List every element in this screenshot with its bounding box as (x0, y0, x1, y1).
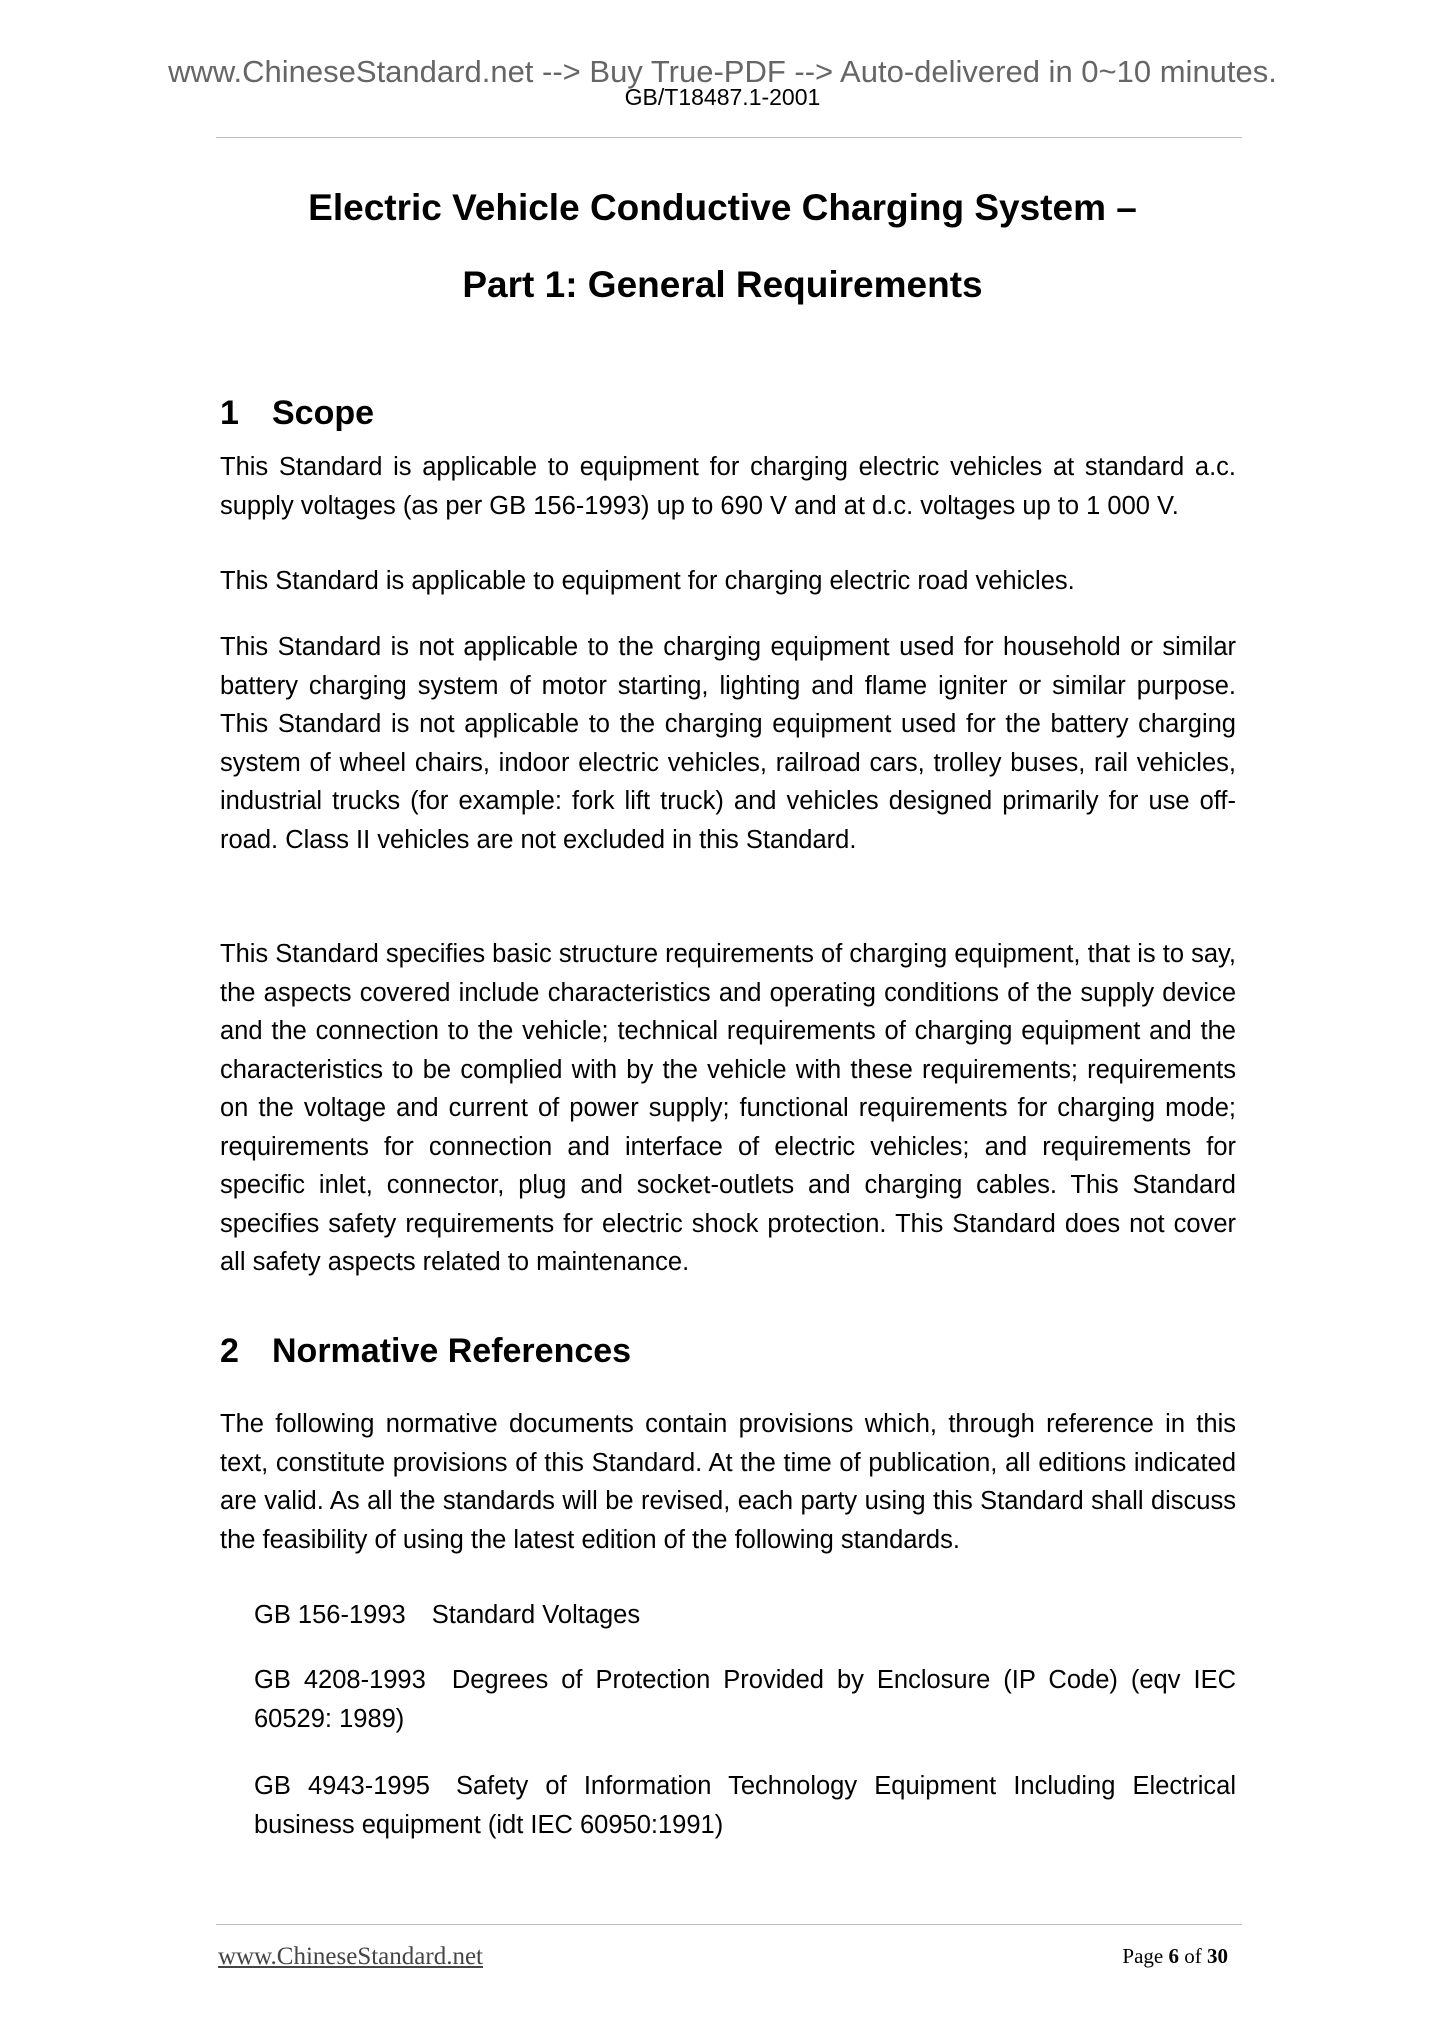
reference-title: Safety of Information Technology Equipment Including Electrical business equipment (idt IEC 60950:1991) (254, 1772, 1236, 1839)
scope-paragraph-1: This Standard is applicable to equipment for charging electric vehicles at standard a.c. supply voltages (as per GB 156-1993) up to 690 V and at d.c. voltages up to 1 000 V. (220, 453, 1236, 520)
page-label: Page (1122, 1944, 1164, 1968)
page-number (1122, 1946, 1228, 1967)
section-title: Normative References (272, 1332, 632, 1370)
scope-paragraph-4: This Standard specifies basic structure requirements of charging equipment, that is to say, the aspects covered include characteristics and operating conditions of the supply device and the connection to the vehicle; technical requirements of charging equipment and the characteristics to be complied with by the vehicle with these requirements; requirements on the voltage and current of power supply; functional requirements for charging mode; requirements for connection and interface of electric vehicles; and requirements for specific inlet, connector, plug and socket-outlets and charging cables. This Standard specifies safety requirements for electric shock protection. This Standard does not cover all safety aspects related to maintenance. (220, 940, 1236, 1276)
footer-divider (216, 1924, 1242, 1925)
reference-title: Degrees of Protection Provided by Enclosure (IP Code) (eqv IEC 60529: 1989) (254, 1666, 1237, 1733)
reference-item (254, 1661, 1236, 1738)
reference-code: GB 4943-1995 (254, 1772, 430, 1800)
section-title: Scope (272, 394, 375, 432)
section-heading-scope (220, 396, 374, 430)
document-title-line1: Electric Vehicle Conductive Charging System – (308, 187, 1137, 228)
page-of: of (1184, 1944, 1202, 1968)
promo-banner[interactable]: www.ChineseStandard.net --> Buy True-PDF --> Auto-delivered in 0~10 minutes. (168, 54, 1277, 89)
references-intro-paragraph: The following normative documents contain provisions which, through reference in this text, constitute provisions of this Standard. At the time of publication, all editions indicated are valid. As all the standards will be revised, each party using this Standard shall discuss the feasibility of using the latest edition of the following standards. (220, 1410, 1236, 1554)
reference-item (254, 1596, 1236, 1635)
section-number: 1 (220, 394, 239, 432)
scope-paragraph-3: This Standard is not applicable to the charging equipment used for household or similar battery charging system of motor starting, lighting and flame igniter or similar purpose. This Standard is not applicable to the charging equipment used for the battery charging system of wheel chairs, indoor electric vehicles, railroad cars, trolley buses, rail vehicles, industrial trucks (for example: fork lift truck) and vehicles designed primarily for use off-road. Class II vehicles are not excluded in this Standard. (220, 633, 1236, 854)
page-current: 6 (1168, 1944, 1179, 1968)
reference-item (254, 1767, 1236, 1844)
reference-code: GB 156-1993 (254, 1601, 406, 1629)
reference-title: Standard Voltages (431, 1601, 641, 1629)
page-total: 30 (1207, 1944, 1228, 1968)
scope-paragraph-2: This Standard is applicable to equipment for charging electric road vehicles. (220, 567, 1075, 595)
section-heading-normative-references (220, 1334, 631, 1368)
reference-code: GB 4208-1993 (254, 1666, 426, 1694)
standard-number-header: GB/T18487.1-2001 (624, 84, 821, 110)
footer-website-link[interactable]: www.ChineseStandard.net (218, 1943, 483, 1970)
section-number: 2 (220, 1332, 239, 1370)
header-divider (216, 137, 1242, 138)
document-title-line2: Part 1: General Requirements (462, 264, 983, 305)
